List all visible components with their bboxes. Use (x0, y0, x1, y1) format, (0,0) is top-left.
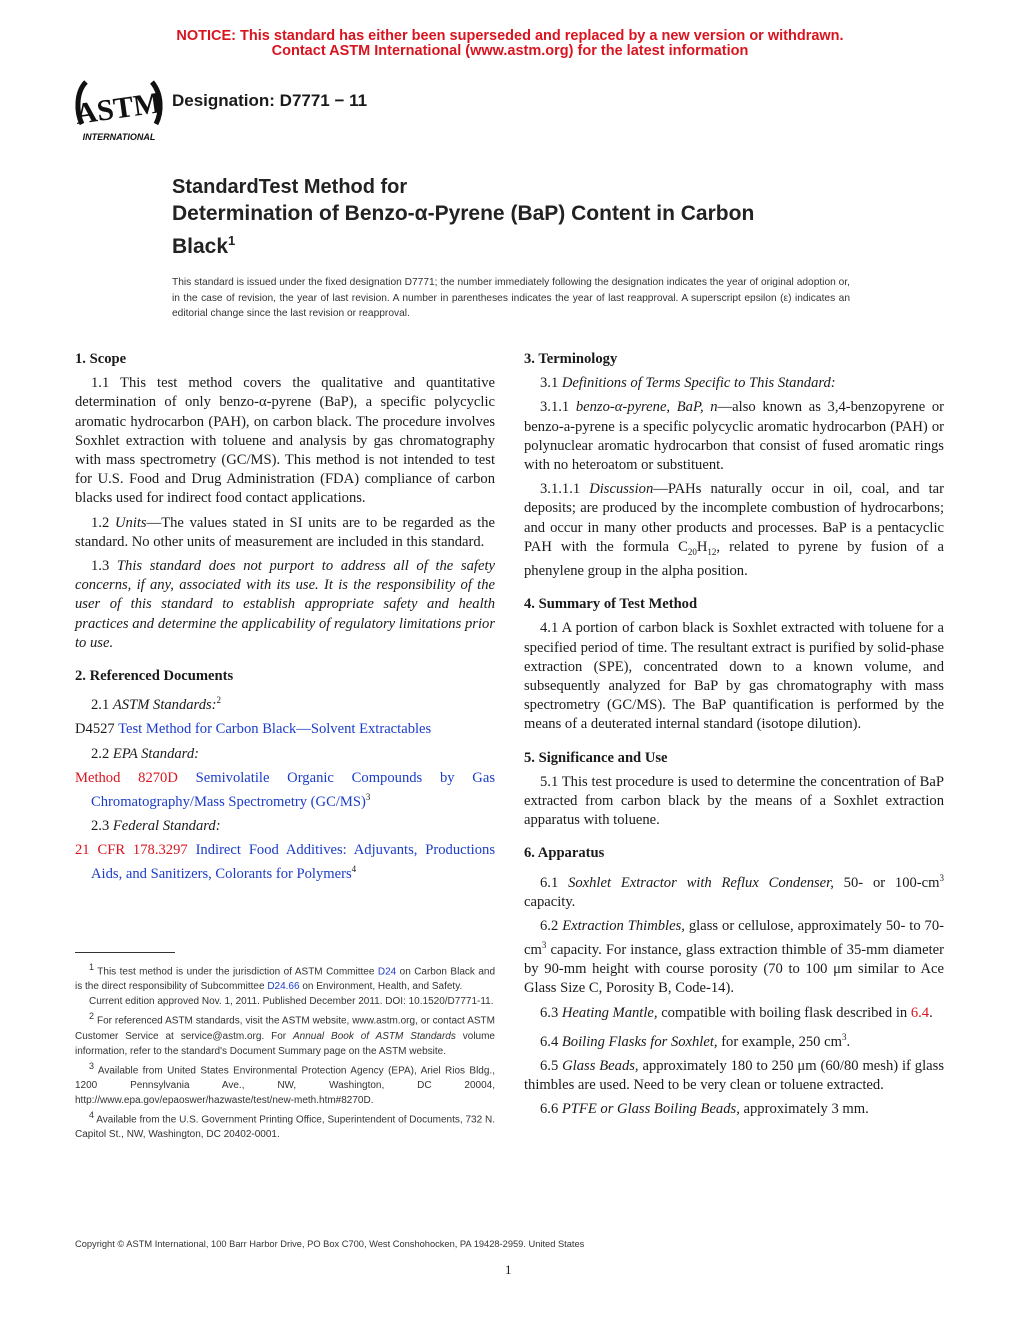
para-1-3: 1.3 This standard does not purport to address all of the safety concerns, if any, associated with its use. It is the responsibility of the user of this standard to establish appropriate safety and health practices and determine the applicability of regulatory limitations prior to use. (75, 558, 495, 651)
ref-d4527-link[interactable]: Test Method for Carbon Black—Solvent Extractables (118, 721, 432, 738)
para-2-3: 2.3 Federal Standard: (91, 817, 221, 834)
notice-line-2: Contact ASTM International (www.astm.org) for the latest information (271, 43, 749, 59)
right-column (524, 350, 944, 1124)
para-5-1: 5.1 This test procedure is used to determine the concentration of BaP extracted from carbon black by the means of a Soxhlet extraction apparatus with toluene. (524, 773, 944, 829)
para-6-4: 6.4 Boiling Flasks for Soxhlet, for example, 250 $cm^3$. (540, 1031, 851, 1050)
para-1-2: 1.2 Units—The values stated in SI units are to be regarded as the standard. No other units of measurement are included in this standard. (75, 514, 495, 550)
footnotes (75, 960, 495, 1142)
footnote-1: $^1$ This test method is under the jurisdiction of ASTM Committee D24 on Carbon Black and is the direct responsibility of Subcommittee D24.66 on Environment, Health, and Safety. (75, 962, 495, 993)
para-4-1: 4.1 A portion of carbon black is Soxhlet extracted with toluene for a specified period of time. The resultant extract is purified by solid-phase extraction (SPE), concentrated down to a known volume, and subsequently analyzed for BaP by gas chromatography with mass spectrometry (GC/MS). The BaP quantification is performed by the means of a deuterated internal standard (isotope dilution). (524, 620, 944, 733)
ref-21-cfr-link[interactable]: Indirect Food Additives: Adjuvants, Productions Aids, and Sanitizers, Colorants for Polymers (91, 842, 496, 883)
title-line-3: Black (172, 235, 229, 258)
footnote-divider (75, 952, 175, 953)
footnote-3: $^3$ Available from United States Environmental Protection Agency (EPA), Ariel Rios Bldg., 1200 Pennsylvania Ave., NW, Washington, DC 20004, http://www.epa.gov/epaoswer/hazwaste/test/new-meth.htm#8270D. (75, 1060, 495, 1106)
ref-method-8270d[interactable]: Method 8270D Semivolatile Organic Compounds by Gas Chromatography/Mass Spectrometry $(GC/MS)^3$ (75, 769, 496, 810)
ref-21-cfr[interactable]: 21 CFR 178.3297 Indirect Food Additives: Adjuvants, Productions Aids, and Sanitizers, Colorants for Polymers$^4$ (75, 842, 496, 883)
section-6-heading: 6. Apparatus (524, 845, 605, 862)
committee-d24-link[interactable]: D24 (377, 966, 397, 978)
para-3-1-1-1: 3.1.1.1 Discussion—PAHs naturally occur in oil, coal, and tar deposits; are produced by the incomplete combustion of hydrocarbons; and occur in many other products and processes. BaP is a pentacyclic PAH with the formula $C_{20}H_{12}$, related to pyrene by fusion of a phenylene group in the alpha position. (524, 481, 944, 579)
section-1-heading: 1. Scope (75, 351, 127, 367)
footnote-4: $^4$ Available from the U.S. Government Printing Office, Superintendent of Documents, 732 N. Capitol St., NW, Washington, DC 20402-0001. (75, 1109, 495, 1141)
ref-d4527[interactable]: D4527 Test Method for Carbon Black—Solvent Extractables (75, 721, 432, 738)
section-2-heading: 2. Referenced Documents (75, 668, 234, 685)
copyright: Copyright © ASTM International, 100 Barr Harbor Drive, PO Box C700, West Conshohocken, PA 19428-2959. United States (75, 1239, 585, 1249)
para-6-3: 6.3 Heating Mantle, compatible with boiling flask described in 6.4. (540, 1004, 933, 1021)
para-1-1: 1.1 This test method covers the qualitative and quantitative determination of only benzo-α-pyrene (BaP), a specific polycyclic aromatic hydrocarbon (PAH), on carbon black. The procedure involves Soxhlet extraction with toluene and analysis by gas chromatography with mass spectrometry (GC/MS). This method is not intended to test for U.S. Food and Drug Administration (FDA) compliance of carbon blacks used for indirect food contact applications. (75, 375, 495, 507)
logo-text: ASTM (74, 86, 164, 131)
para-2-2: 2.2 EPA Standard: (91, 745, 199, 762)
section-5-heading: 5. Significance and Use (524, 749, 668, 766)
ref-8270d-link[interactable]: Semivolatile Organic Compounds by Gas Chromatography/Mass Spectrometry (GC/MS) (91, 769, 496, 810)
title-line-2: Determination of Benzo-α-Pyrene (BaP) Content in Carbon (172, 202, 755, 225)
section-3-heading: 3. Terminology (524, 351, 618, 367)
section-6-4-link[interactable]: 6.4 (910, 1004, 930, 1021)
astm-logo (74, 72, 164, 144)
intro-paragraph: This standard is issued under the fixed designation D7771; the number immediately following the designation indicates the year of original adoption or, in the case of revision, the year of last revision. A number in parentheses indicates the year of last reapproval. A superscript epsilon (ε) indicates an editorial change since the last revision or reapproval. (172, 277, 850, 319)
para-6-1: 6.1 Soxhlet Extractor with Reflux Condenser, 50- or $100-cm^3$ capacity. (524, 872, 944, 910)
footnote-1-edition: Current edition approved Nov. 1, 2011. Published December 2011. DOI: 10.1520/D7771-11. (89, 996, 494, 1008)
title-footnote-mark: 1 (228, 233, 236, 248)
para-6-6: 6.6 PTFE or Glass Boiling Beads, approximately 3 mm. (540, 1101, 869, 1118)
para-3-1-1: 3.1.1 benzo-α-pyrene, BaP, n—also known as 3,4-benzopyrene or benzo-a-pyrene is a specific polycyclic aromatic hydrocarbon (PAH) or polynuclear aromatic hydrocarbon that consist of fused aromatic rings with no heteroatom or substituent. (524, 399, 944, 474)
para-6-2: 6.2 Extraction Thimbles, glass or cellulose, approximately 50- to $70-cm^3$ capacity. For instance, glass extraction thimble of 35-mm diameter by 90-mm height with course porosity (70 to 100 μm similar to Ace Glass Size C, Porosity B, Code-14). (524, 917, 945, 997)
designation: Designation: D7771 − 11 (172, 91, 368, 110)
notice-line-1: NOTICE: This standard has either been superseded and replaced by a new version or withdrawn. (176, 28, 844, 44)
section-4-heading: 4. Summary of Test Method (524, 596, 698, 613)
subcommittee-d24-66-link[interactable]: D24.66 (267, 981, 300, 993)
para-6-5: 6.5 Glass Beads, approximately 180 to 250 μm (60/80 mesh) if glass thimbles are used. Need to be very clean or toluene extracted. (524, 1057, 944, 1093)
para-2-1: 2.1 ASTM Standards:$^2$ (91, 695, 222, 714)
para-3-1: 3.1 Definitions of Terms Specific to This Standard: (540, 375, 836, 392)
document-title (172, 174, 892, 260)
footnote-2: $^2$ For referenced ASTM standards, visit the ASTM website, www.astm.org, or contact ASTM Customer Service at service@astm.org. For Annual Book of ASTM Standards volume information, refer to the standard's Document Summary page on the ASTM website. (75, 1011, 495, 1057)
title-line-1: StandardTest Method for (172, 176, 408, 198)
left-column (75, 350, 495, 889)
logo-subtext: INTERNATIONAL (82, 132, 156, 142)
page-number: 1 (505, 1262, 512, 1277)
